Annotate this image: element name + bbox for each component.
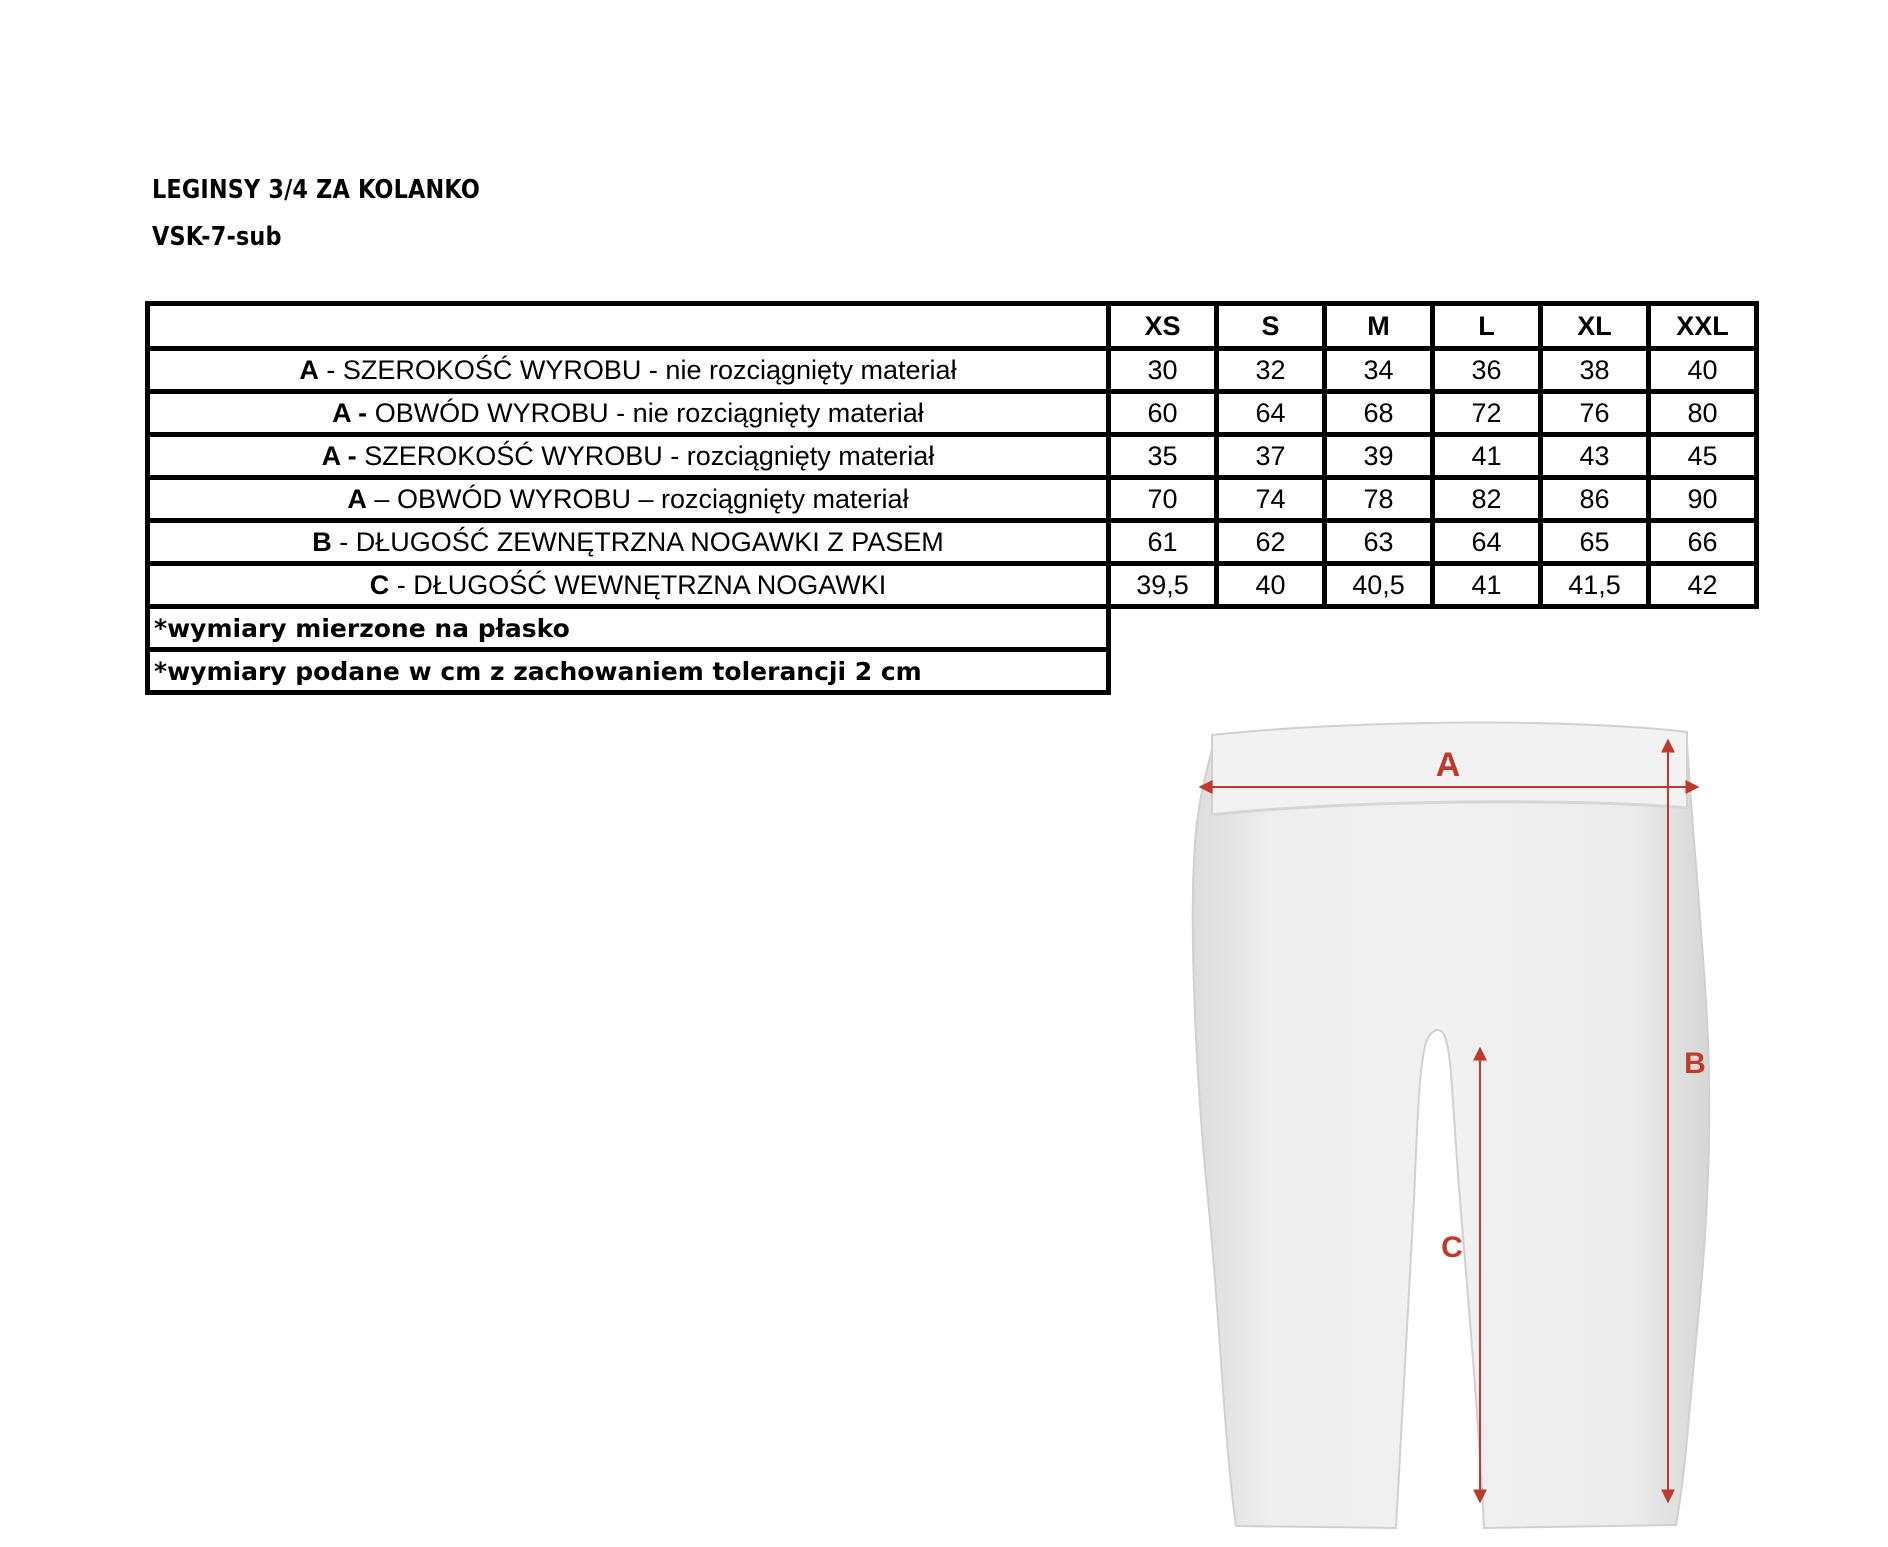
value-cell: 74: [1217, 478, 1325, 521]
leggings-shape: [1193, 742, 1710, 1528]
measurement-key: C: [369, 569, 390, 600]
note-flat-measurement: *wymiary mierzone na płasko: [148, 607, 1109, 650]
value-cell: 66: [1649, 521, 1757, 564]
value-cell: 70: [1109, 478, 1217, 521]
value-cell: 37: [1217, 435, 1325, 478]
value-cell: 43: [1541, 435, 1649, 478]
table-row: [148, 564, 1757, 607]
product-code: VSK-7-sub: [152, 222, 282, 252]
value-cell: 41: [1433, 564, 1541, 607]
measurement-separator: [367, 398, 375, 428]
value-cell: 63: [1325, 521, 1433, 564]
measurement-key: A -: [332, 397, 368, 428]
size-header-s: S: [1217, 304, 1325, 349]
measurement-separator: -: [389, 569, 414, 600]
product-title: LEGINSY 3/4 ZA KOLANKO: [152, 175, 481, 205]
measurement-description: DŁUGOŚĆ WEWNĘTRZNA NOGAWKI: [413, 569, 887, 600]
measurement-description: OBWÓD WYROBU – rozciągnięty materiał: [396, 483, 909, 514]
value-cell: 68: [1325, 392, 1433, 435]
measurement-key: A: [299, 354, 319, 385]
value-cell: 86: [1541, 478, 1649, 521]
empty-area: [1109, 607, 1757, 650]
value-cell: 64: [1217, 392, 1325, 435]
value-cell: 61: [1109, 521, 1217, 564]
size-table: [145, 301, 1759, 695]
value-cell: 72: [1433, 392, 1541, 435]
note-row: [148, 607, 1757, 650]
value-cell: 80: [1649, 392, 1757, 435]
measurement-key: A: [347, 483, 367, 514]
value-cell: 42: [1649, 564, 1757, 607]
table-row: [148, 392, 1757, 435]
value-cell: 60: [1109, 392, 1217, 435]
size-header-xl: XL: [1541, 304, 1649, 349]
value-cell: 32: [1217, 349, 1325, 392]
measurement-separator: -: [318, 354, 343, 385]
table-row: [148, 478, 1757, 521]
size-header-row: [148, 304, 1757, 349]
value-cell: 41,5: [1541, 564, 1649, 607]
measurement-label: [148, 349, 1109, 392]
value-cell: 41: [1433, 435, 1541, 478]
value-cell: 76: [1541, 392, 1649, 435]
size-header-xs: XS: [1109, 304, 1217, 349]
value-cell: 40: [1649, 349, 1757, 392]
size-header-m: M: [1325, 304, 1433, 349]
measurement-description: DŁUGOŚĆ ZEWNĘTRZNA NOGAWKI Z PASEM: [355, 526, 944, 557]
measurement-key: B: [312, 526, 332, 557]
label-c: C: [1441, 1231, 1463, 1264]
value-cell: 65: [1541, 521, 1649, 564]
value-cell: 62: [1217, 521, 1325, 564]
measurement-label: [148, 478, 1109, 521]
value-cell: 78: [1325, 478, 1433, 521]
table-row: [148, 521, 1757, 564]
size-header-xxl: XXL: [1649, 304, 1757, 349]
measurement-separator: -: [331, 526, 356, 557]
measurement-description: SZEROKOŚĆ WYROBU - rozciągnięty materiał: [364, 440, 935, 471]
value-cell: 36: [1433, 349, 1541, 392]
measurement-description: SZEROKOŚĆ WYROBU - nie rozciągnięty materiał: [342, 354, 957, 385]
size-header-l: L: [1433, 304, 1541, 349]
measurement-key: A -: [321, 440, 357, 471]
measurement-label: [148, 521, 1109, 564]
value-cell: 90: [1649, 478, 1757, 521]
leggings-diagram: [1150, 680, 1770, 1545]
measurement-label: [148, 392, 1109, 435]
measurement-description: OBWÓD WYROBU - nie rozciągnięty materiał: [374, 397, 924, 428]
table-row: [148, 349, 1757, 392]
measurement-label: [148, 435, 1109, 478]
value-cell: 39,5: [1109, 564, 1217, 607]
value-cell: 39: [1325, 435, 1433, 478]
note-tolerance: *wymiary podane w cm z zachowaniem tolerancji 2 cm: [148, 650, 1109, 693]
label-b: B: [1684, 1047, 1706, 1080]
measurement-label: [148, 564, 1109, 607]
header-empty-cell: [148, 304, 1109, 349]
table-row: [148, 435, 1757, 478]
value-cell: 64: [1433, 521, 1541, 564]
value-cell: 38: [1541, 349, 1649, 392]
label-a: A: [1435, 746, 1461, 784]
measurement-separator: –: [366, 483, 397, 514]
value-cell: 35: [1109, 435, 1217, 478]
value-cell: 45: [1649, 435, 1757, 478]
value-cell: 30: [1109, 349, 1217, 392]
value-cell: 34: [1325, 349, 1433, 392]
value-cell: 40,5: [1325, 564, 1433, 607]
value-cell: 40: [1217, 564, 1325, 607]
value-cell: 82: [1433, 478, 1541, 521]
